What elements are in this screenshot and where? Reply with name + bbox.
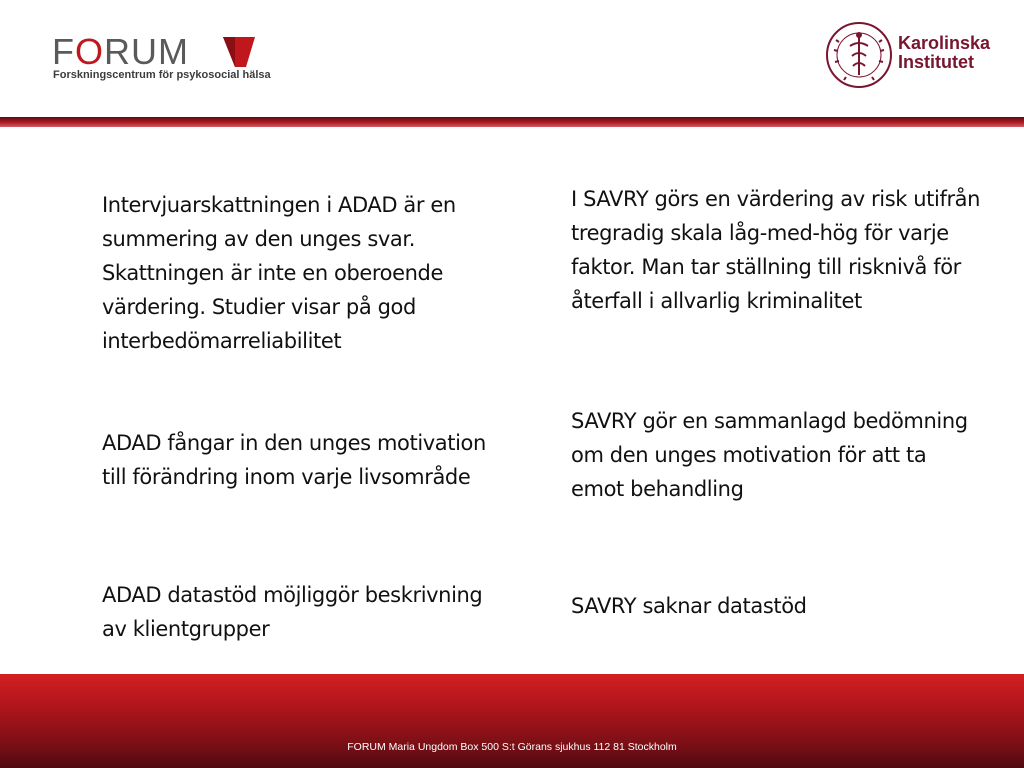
footer-bar bbox=[0, 674, 1024, 768]
ki-logo-name: Karolinska Institutet bbox=[898, 33, 991, 72]
right-paragraph-3: SAVRY saknar datastöd bbox=[571, 594, 807, 618]
header-divider bbox=[0, 117, 1024, 127]
forum-logo-subtitle: Forskningscentrum för psykosocial hälsa bbox=[53, 69, 271, 81]
forum-flag-icon bbox=[223, 37, 255, 67]
ki-seal-icon bbox=[824, 20, 894, 90]
right-paragraph-2: SAVRY gör en sammanlagd bedömning om den unges motivation för att ta emot behandling bbox=[571, 409, 968, 501]
forum-logo-wordmark: FORUM bbox=[52, 31, 189, 72]
left-paragraph-1: Intervjuarskattningen i ADAD är en summering av den unges svar. Skattningen är inte en oberoende värdering. Studier visar på god interbedömarreliabilitet bbox=[102, 193, 456, 353]
left-paragraph-2: ADAD fångar in den unges motivation till förändring inom varje livsområde bbox=[102, 431, 486, 489]
forum-logo bbox=[52, 31, 271, 84]
left-paragraph-3: ADAD datastöd möjliggör beskrivning av klientgrupper bbox=[102, 583, 483, 641]
footer-address: FORUM Maria Ungdom Box 500 S:t Görans sjukhus 112 81 Stockholm bbox=[347, 741, 677, 753]
right-paragraph-1: I SAVRY görs en värdering av risk utifrån tregradig skala låg-med-hög för varje faktor. Man tar ställning till risknivå för återfall i allvarlig kriminalitet bbox=[571, 187, 981, 313]
ki-logo bbox=[824, 20, 994, 90]
